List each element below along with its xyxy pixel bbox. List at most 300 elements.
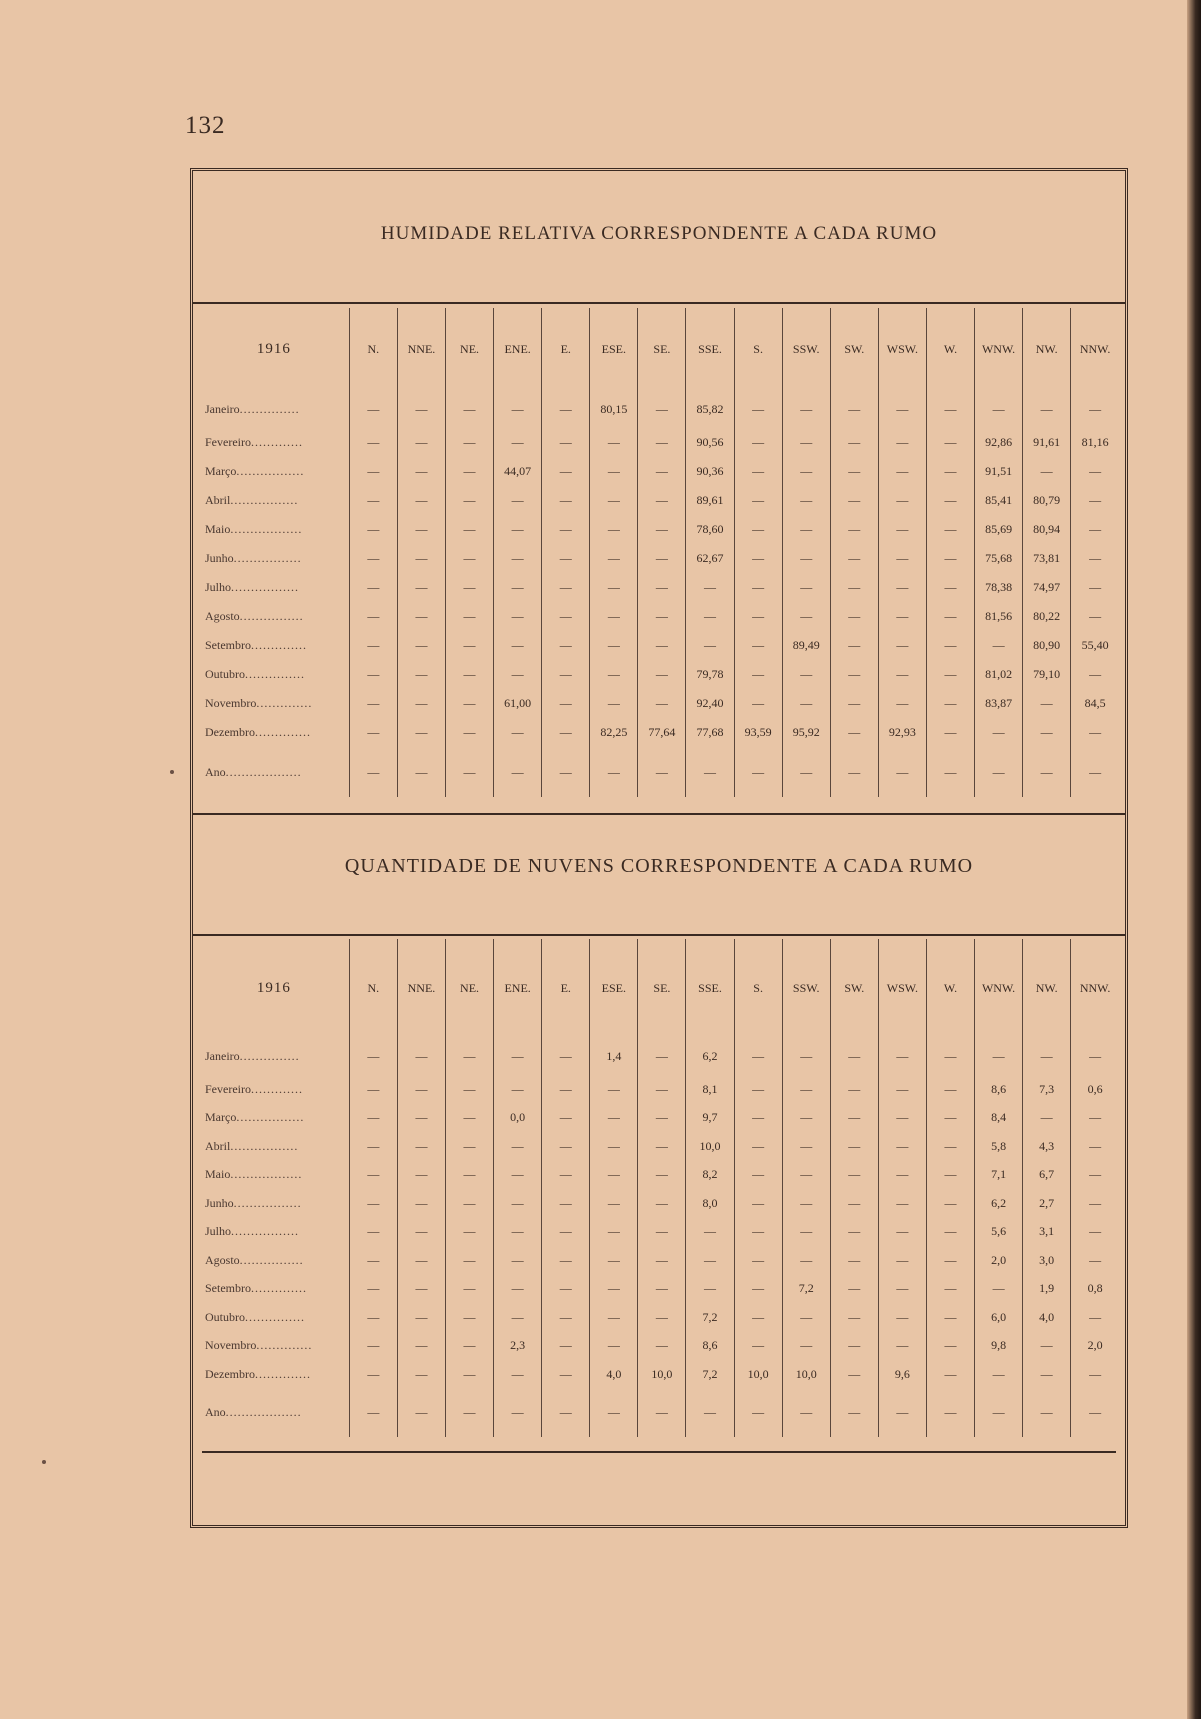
table-cell: — (638, 660, 686, 689)
tables-frame (190, 168, 1128, 1528)
table-cell: — (782, 1161, 830, 1190)
table-cell: — (446, 747, 494, 797)
table-cell: — (975, 1037, 1023, 1075)
table-cell: — (878, 689, 926, 718)
table-cell: — (638, 1389, 686, 1437)
table-cell: — (1071, 1389, 1119, 1437)
table-row (199, 515, 1119, 544)
table-cell: 89,49 (782, 631, 830, 660)
column-header: S. (734, 939, 782, 1037)
table-cell: — (926, 544, 974, 573)
table-cell: 2,0 (1071, 1332, 1119, 1361)
table-cell: — (638, 1332, 686, 1361)
table-cell: — (1071, 515, 1119, 544)
table-cell: — (830, 515, 878, 544)
clouds-table (199, 939, 1119, 1437)
table-cell: — (349, 544, 397, 573)
table-cell: — (782, 544, 830, 573)
table-cell: — (830, 1132, 878, 1161)
table-cell: — (926, 390, 974, 428)
paper-speck (42, 1460, 46, 1464)
column-header: N. (349, 308, 397, 390)
table-cell: — (542, 1389, 590, 1437)
table-cell: — (1023, 1332, 1071, 1361)
table-cell: — (349, 1189, 397, 1218)
table-cell: — (734, 631, 782, 660)
table-cell: — (590, 631, 638, 660)
month-label: Abril................. (205, 493, 299, 507)
table-cell: — (542, 428, 590, 457)
column-header: WSW. (878, 939, 926, 1037)
table-cell: — (446, 515, 494, 544)
table-cell: — (349, 1161, 397, 1190)
table-cell: — (734, 747, 782, 797)
table-cell: — (1071, 1218, 1119, 1247)
table-cell: — (494, 1075, 542, 1104)
month-label: Dezembro.............. (205, 1366, 311, 1381)
table-cell: — (926, 457, 974, 486)
table-cell: 0,8 (1071, 1275, 1119, 1304)
table-cell: 10,0 (638, 1360, 686, 1389)
table-cell: — (542, 1360, 590, 1389)
month-label: Março................. (205, 464, 305, 478)
table-cell: — (446, 428, 494, 457)
table-cell: — (734, 428, 782, 457)
table-row (199, 573, 1119, 602)
table-cell: — (782, 573, 830, 602)
table-cell: 7,2 (686, 1303, 734, 1332)
table-cell: — (397, 602, 445, 631)
table-cell: — (446, 1104, 494, 1133)
table-cell: 44,07 (494, 457, 542, 486)
table-row (199, 1132, 1119, 1161)
table-cell: — (349, 602, 397, 631)
table-cell: — (782, 747, 830, 797)
table-cell: — (446, 1275, 494, 1304)
table-cell: — (830, 1104, 878, 1133)
month-label: Julho................. (205, 580, 300, 594)
table-cell: — (830, 1218, 878, 1247)
table-row (199, 1161, 1119, 1190)
table-cell: — (830, 1332, 878, 1361)
table-cell: — (638, 1037, 686, 1075)
table-cell: 5,8 (975, 1132, 1023, 1161)
table-cell: — (590, 1218, 638, 1247)
humidity-table (199, 308, 1119, 797)
table-cell: — (397, 1218, 445, 1247)
table-cell: — (446, 660, 494, 689)
table-cell: — (349, 747, 397, 797)
table-cell: — (926, 631, 974, 660)
table-cell: — (830, 544, 878, 573)
table-row (199, 1389, 1119, 1437)
table-cell: — (878, 515, 926, 544)
table-cell: — (397, 1275, 445, 1304)
table-cell: — (734, 1332, 782, 1361)
table-cell: 8,0 (686, 1189, 734, 1218)
table-cell: — (494, 1161, 542, 1190)
table-cell: — (734, 602, 782, 631)
table-cell: — (446, 390, 494, 428)
table-cell: — (590, 457, 638, 486)
table-cell: — (734, 660, 782, 689)
table1-top-rule (193, 302, 1125, 304)
table-cell: — (1023, 1037, 1071, 1075)
table-cell: — (542, 544, 590, 573)
table-cell: — (878, 1189, 926, 1218)
table-cell: — (494, 1246, 542, 1275)
table-cell: — (494, 1303, 542, 1332)
table-cell: — (542, 602, 590, 631)
table-cell: — (542, 1037, 590, 1075)
table-row (199, 631, 1119, 660)
table-cell: — (397, 689, 445, 718)
table-cell: — (878, 602, 926, 631)
column-header: SE. (638, 939, 686, 1037)
table-cell: — (926, 747, 974, 797)
table-cell: — (975, 1275, 1023, 1304)
table-cell: — (446, 1218, 494, 1247)
table-cell: — (397, 1189, 445, 1218)
table-cell: 5,6 (975, 1218, 1023, 1247)
month-label: Setembro.............. (205, 1281, 307, 1296)
table-cell: — (446, 718, 494, 747)
table-cell: — (349, 1360, 397, 1389)
table-cell: — (1071, 718, 1119, 747)
table-cell: — (397, 1303, 445, 1332)
table-cell: — (878, 573, 926, 602)
column-header: ESE. (590, 939, 638, 1037)
month-label: Fevereiro............. (205, 1081, 303, 1096)
table-cell: — (542, 1246, 590, 1275)
table-cell: — (830, 631, 878, 660)
table-cell: — (397, 486, 445, 515)
table-cell: — (686, 1218, 734, 1247)
table-cell: — (349, 1246, 397, 1275)
table-cell: — (1023, 747, 1071, 797)
table-cell: — (878, 1389, 926, 1437)
table-cell: — (782, 515, 830, 544)
table-cell: — (878, 486, 926, 515)
column-header: ENE. (494, 939, 542, 1037)
table-cell: — (734, 1037, 782, 1075)
table-cell: — (878, 631, 926, 660)
table-cell: — (830, 573, 878, 602)
column-header: N. (349, 939, 397, 1037)
table-cell: 4,3 (1023, 1132, 1071, 1161)
table-cell: — (446, 544, 494, 573)
column-header: ENE. (494, 308, 542, 390)
table-cell: — (494, 718, 542, 747)
column-header: ESE. (590, 308, 638, 390)
table-cell: — (590, 486, 638, 515)
column-header: NE. (446, 308, 494, 390)
table-cell: — (349, 1332, 397, 1361)
table-cell: — (782, 1246, 830, 1275)
table-cell: — (446, 1389, 494, 1437)
table-cell: — (878, 1161, 926, 1190)
table-cell: — (349, 515, 397, 544)
table-cell: — (590, 573, 638, 602)
table-cell: — (397, 1132, 445, 1161)
table-cell: 95,92 (782, 718, 830, 747)
table-row (199, 602, 1119, 631)
table-cell: — (349, 1104, 397, 1133)
month-label: Agosto................ (205, 609, 304, 623)
table-cell: — (830, 1161, 878, 1190)
table-cell: — (494, 1275, 542, 1304)
table-cell: 1,4 (590, 1037, 638, 1075)
table-cell: — (734, 515, 782, 544)
month-label: Março................. (205, 1110, 305, 1125)
table-cell: — (542, 631, 590, 660)
page-number: 132 (185, 112, 226, 139)
table-cell: — (446, 1037, 494, 1075)
table-cell: — (590, 515, 638, 544)
month-label: Ano................... (205, 1405, 302, 1419)
table-cell: — (638, 1303, 686, 1332)
table-cell: — (349, 1218, 397, 1247)
table-cell: — (686, 602, 734, 631)
table-cell: — (1071, 457, 1119, 486)
table-row (199, 747, 1119, 797)
table-cell: — (926, 602, 974, 631)
table-cell: 81,02 (975, 660, 1023, 689)
table-cell: — (494, 544, 542, 573)
table-cell: — (1071, 1360, 1119, 1389)
table-cell: 8,4 (975, 1104, 1023, 1133)
table-cell: — (494, 747, 542, 797)
month-label: Outubro............... (205, 667, 305, 681)
table-cell: 8,2 (686, 1161, 734, 1190)
table-cell: — (397, 1332, 445, 1361)
table-cell: 77,68 (686, 718, 734, 747)
month-label: Novembro.............. (205, 696, 313, 710)
table-cell: — (349, 390, 397, 428)
table-cell: — (349, 428, 397, 457)
table-cell: — (638, 544, 686, 573)
month-label: Novembro.............. (205, 1338, 313, 1353)
table-cell: 55,40 (1071, 631, 1119, 660)
column-header: SSE. (686, 939, 734, 1037)
table-cell: — (926, 1360, 974, 1389)
table-row (199, 1104, 1119, 1133)
table-cell: — (542, 1332, 590, 1361)
table-cell: — (734, 689, 782, 718)
table-cell: — (926, 1275, 974, 1304)
table-cell: 90,36 (686, 457, 734, 486)
table-cell: — (590, 689, 638, 718)
column-header: SSW. (782, 308, 830, 390)
table-cell: — (1023, 457, 1071, 486)
table-cell: — (494, 602, 542, 631)
table-cell: — (830, 718, 878, 747)
table-row (199, 428, 1119, 457)
table2-title: QUANTIDADE DE NUVENS CORRESPONDENTE A CADA RUMO (344, 855, 974, 877)
table-cell: 2,3 (494, 1332, 542, 1361)
table-cell: — (446, 689, 494, 718)
table-cell: — (542, 573, 590, 602)
table-cell: 61,00 (494, 689, 542, 718)
table-cell: — (1023, 689, 1071, 718)
table-cell: — (734, 1246, 782, 1275)
table-cell: — (446, 486, 494, 515)
table-cell: — (397, 747, 445, 797)
year-header: 1916 (256, 340, 291, 357)
table-cell: — (590, 1246, 638, 1275)
table-cell: 10,0 (686, 1132, 734, 1161)
table-cell: — (590, 602, 638, 631)
table-cell: — (926, 573, 974, 602)
table-cell: — (1023, 390, 1071, 428)
table-cell: — (734, 486, 782, 515)
month-label: Abril................. (205, 1138, 299, 1153)
table-cell: — (878, 747, 926, 797)
table-cell: — (349, 486, 397, 515)
table-cell: — (638, 1132, 686, 1161)
table-cell: 84,5 (1071, 689, 1119, 718)
empty-section (202, 1451, 1116, 1515)
table-cell: — (686, 631, 734, 660)
table-cell: — (349, 1303, 397, 1332)
table-cell: — (830, 602, 878, 631)
table-cell: 7,2 (686, 1360, 734, 1389)
table-cell: — (926, 1189, 974, 1218)
table-cell: — (397, 1037, 445, 1075)
table-cell: — (542, 390, 590, 428)
month-label: Fevereiro............. (205, 435, 303, 449)
table-cell: — (494, 390, 542, 428)
column-header: W. (926, 939, 974, 1037)
table-cell: — (590, 1389, 638, 1437)
table-cell: — (397, 1389, 445, 1437)
table-cell: — (542, 1218, 590, 1247)
paper-speck (170, 770, 174, 774)
table-cell: — (397, 457, 445, 486)
month-label: Maio.................. (205, 1167, 303, 1182)
table-cell: — (638, 631, 686, 660)
table-cell: — (446, 573, 494, 602)
table-cell: — (638, 1246, 686, 1275)
table-cell: — (349, 573, 397, 602)
table-row (199, 1360, 1119, 1389)
table-cell: — (734, 390, 782, 428)
table-cell: 79,10 (1023, 660, 1071, 689)
table-cell: 93,59 (734, 718, 782, 747)
table-cell: — (782, 689, 830, 718)
table-cell: — (782, 1332, 830, 1361)
table-cell: — (542, 1161, 590, 1190)
table-cell: 8,1 (686, 1075, 734, 1104)
table-cell: — (349, 718, 397, 747)
table-cell: — (446, 1332, 494, 1361)
table-cell: — (1071, 1189, 1119, 1218)
table-cell: — (734, 573, 782, 602)
month-label: Julho................. (205, 1224, 300, 1239)
table-cell: — (782, 1075, 830, 1104)
table-cell: 8,6 (975, 1075, 1023, 1104)
column-header: WSW. (878, 308, 926, 390)
column-header: SSE. (686, 308, 734, 390)
table-row (199, 544, 1119, 573)
table-cell: — (1023, 718, 1071, 747)
table-cell: — (926, 1075, 974, 1104)
table-cell: — (638, 602, 686, 631)
table-row (199, 1303, 1119, 1332)
table-cell: — (975, 631, 1023, 660)
table-cell: — (397, 660, 445, 689)
table-row (199, 1246, 1119, 1275)
table-row (199, 660, 1119, 689)
month-label: Dezembro.............. (205, 725, 311, 739)
table-cell: 81,56 (975, 602, 1023, 631)
table-cell: — (878, 1037, 926, 1075)
table-cell: 7,1 (975, 1161, 1023, 1190)
table-cell: — (590, 1303, 638, 1332)
table1-title: HUMIDADE RELATIVA CORRESPONDENTE A CADA RUMO (380, 223, 938, 244)
table-cell: — (1071, 602, 1119, 631)
table-cell: — (686, 747, 734, 797)
table-cell: — (349, 1389, 397, 1437)
table-cell: — (1071, 1161, 1119, 1190)
table-cell: — (638, 486, 686, 515)
table-cell: — (397, 631, 445, 660)
table-cell: — (638, 1104, 686, 1133)
table-cell: 91,61 (1023, 428, 1071, 457)
table-cell: 80,79 (1023, 486, 1071, 515)
column-header: NNE. (397, 939, 445, 1037)
table-cell: — (734, 1075, 782, 1104)
page-edge (1187, 0, 1201, 1719)
table-cell: 0,0 (494, 1104, 542, 1133)
table-cell: — (349, 1075, 397, 1104)
table-cell: 77,64 (638, 718, 686, 747)
table-cell: — (878, 1332, 926, 1361)
table-cell: — (926, 718, 974, 747)
table-cell: — (349, 631, 397, 660)
table-cell: — (1071, 544, 1119, 573)
table-cell: — (830, 428, 878, 457)
table-cell: 74,97 (1023, 573, 1071, 602)
table-cell: — (397, 390, 445, 428)
month-label: Maio.................. (205, 522, 303, 536)
table-cell: — (1071, 660, 1119, 689)
table-cell: — (1071, 390, 1119, 428)
table-cell: — (975, 1389, 1023, 1437)
month-label: Junho................. (205, 1195, 302, 1210)
table-cell: — (878, 1246, 926, 1275)
table-cell: — (782, 1037, 830, 1075)
table-cell: — (830, 1303, 878, 1332)
table-cell: 80,90 (1023, 631, 1071, 660)
table-cell: — (494, 631, 542, 660)
table-row (199, 390, 1119, 428)
table-cell: 3,0 (1023, 1246, 1071, 1275)
table-cell: — (590, 1189, 638, 1218)
table-cell: — (542, 718, 590, 747)
table-cell: 9,8 (975, 1332, 1023, 1361)
table-cell: 85,82 (686, 390, 734, 428)
table-cell: — (830, 660, 878, 689)
table-cell: — (734, 1275, 782, 1304)
table-cell: — (830, 1246, 878, 1275)
table-cell: — (590, 1332, 638, 1361)
column-header: WNW. (975, 939, 1023, 1037)
table-cell: — (830, 1360, 878, 1389)
table-cell: — (494, 1218, 542, 1247)
table-cell: 4,0 (590, 1360, 638, 1389)
table-cell: — (542, 457, 590, 486)
